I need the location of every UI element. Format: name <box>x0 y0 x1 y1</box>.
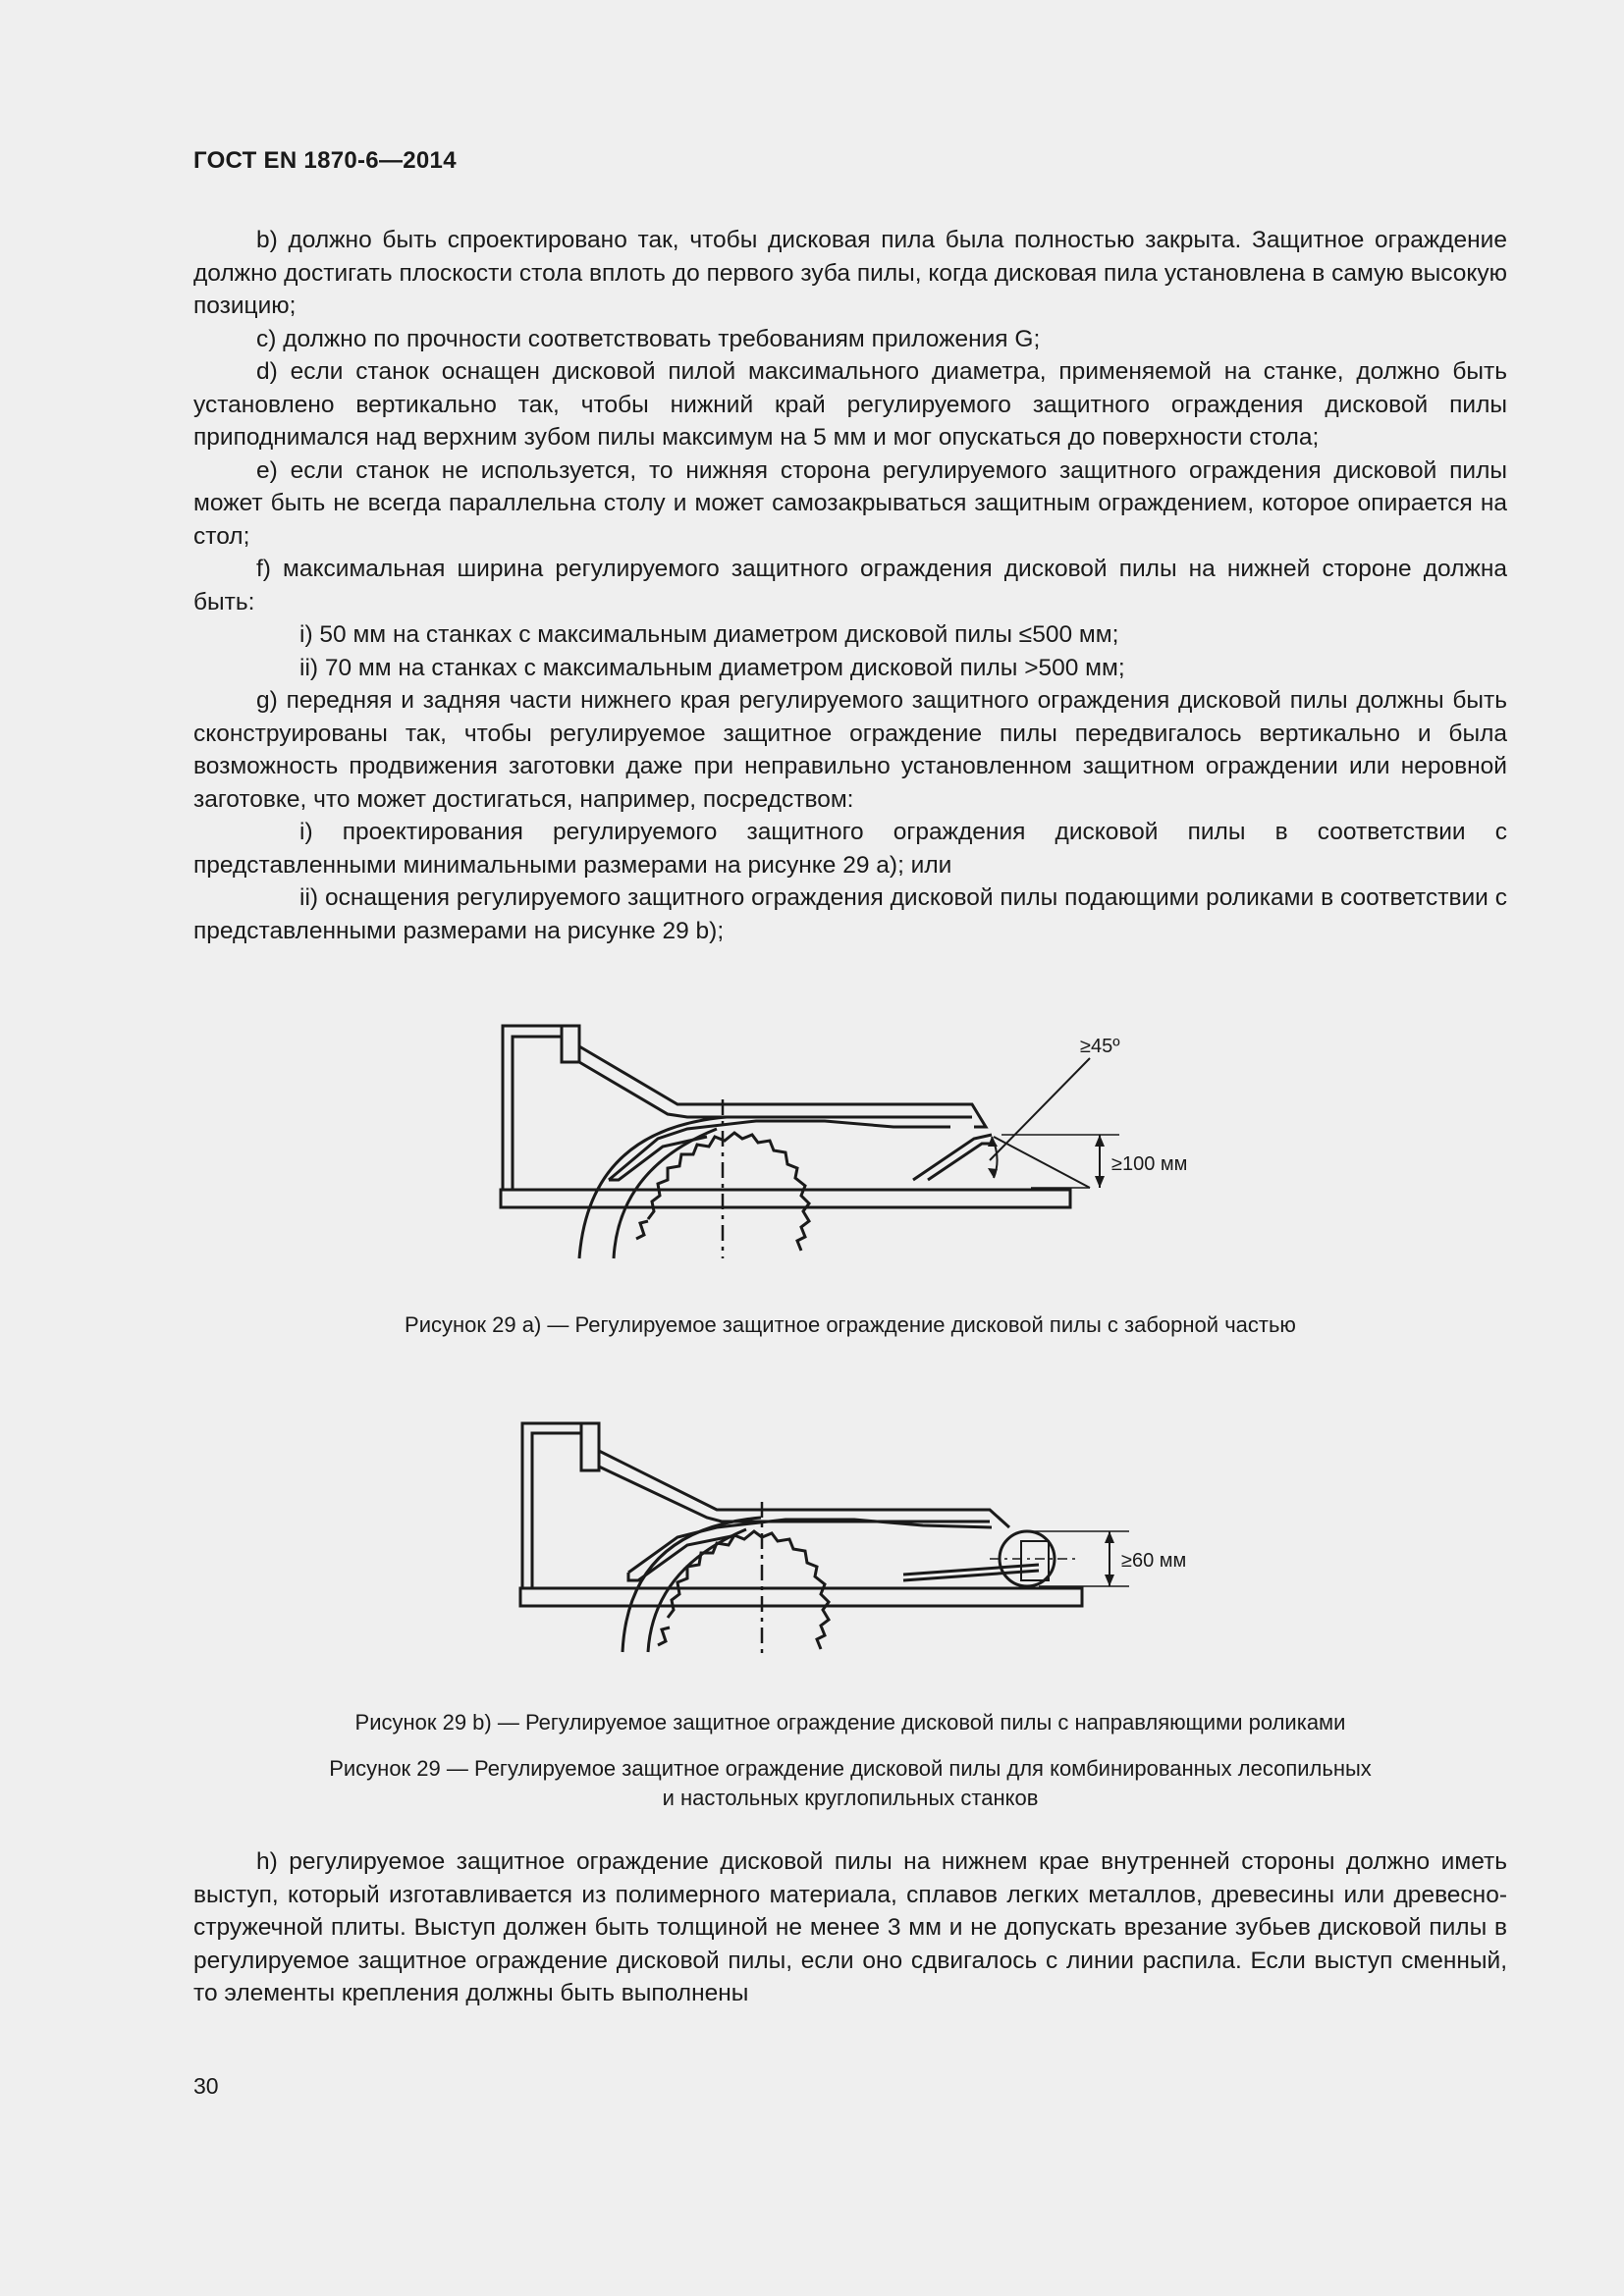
body-text-top <box>193 224 1507 947</box>
paragraph-f-ii: ii) 70 мм на станках с максимальным диаметром дисковой пилы >500 мм; <box>299 654 1125 681</box>
body-text-bottom <box>193 1845 1507 2010</box>
angle-leader <box>990 1058 1090 1160</box>
guard-mount <box>503 1026 579 1190</box>
paragraph-e: e) если станок не используется, то нижняя сторона регулируемого защитного ограждения дисковой пилы может быть не всегда параллельна столу и может самозакрываться защитным ограждением, которое опирается на стол; <box>193 456 1507 550</box>
guard-mount-b <box>522 1423 599 1588</box>
paragraph-d: d) если станок оснащен дисковой пилой максимального диаметра, применяемой на станке, должно быть установлено вертикально так, чтобы нижний край регулируемого защитного ограждения дисковой пилы приподнимался над верхним зубом пилы максимум на 5 мм и мог опускаться до поверхности стола; <box>193 358 1507 451</box>
paragraph-b: b) должно быть спроектировано так, чтобы дисковая пила была полностью закрыта. Защитное ограждение должно достигать плоскости стола вплоть до первого зуба пилы, когда дисковая пила установлена в самую высокую позицию; <box>193 227 1507 319</box>
paragraph-f-i: i) 50 мм на станках с максимальным диаметром дисковой пилы ≤500 мм; <box>299 621 1119 648</box>
figure-29a-caption: Рисунок 29 a) — Регулируемое защитное ограждение дисковой пилы с заборной частью <box>405 1312 1296 1337</box>
table-plate <box>501 1190 1070 1207</box>
paragraph-h: h) регулируемое защитное ограждение дисковой пилы на нижнем крае внутренней стороны должно иметь выступ, который изготавливается из полимерного материала, сплавов легких металлов, древесины или древесно-стружечной плиты. Выступ должен быть толщиной не менее 3 мм и не допускать врезание зубьев дисковой пилы в регулируемое защитное ограждение дисковой пилы, если оно сдвигалось с линии распила. Если выступ сменный, то элементы крепления должны быть выполнены <box>193 1848 1507 2006</box>
guard-body-b <box>599 1451 1009 1527</box>
table-plate-b <box>520 1588 1082 1606</box>
guard-rear-ramp <box>913 1135 992 1180</box>
height-label-a: ≥100 мм <box>1111 1153 1188 1175</box>
saw-teeth-b <box>668 1531 829 1649</box>
paragraph-g: g) передняя и задняя части нижнего края регулируемого защитного ограждения дисковой пилы должны быть сконструированы так, чтобы регулируемое защитное ограждение пилы передвигалось вертикально и была возможность продвижения заготовки даже при неправильно установленном защитном ограждении или неровной заготовке, что может достигаться, например, посредством: <box>193 687 1507 813</box>
figure-29a-drawing <box>481 1011 1247 1266</box>
paragraph-f: f) максимальная ширина регулируемого защитного ограждения дисковой пилы на нижней стороне должна быть: <box>193 556 1507 615</box>
figure-29-caption-line1: Рисунок 29 — Регулируемое защитное ограждение дисковой пилы для комбинированных лесопильных <box>329 1756 1372 1781</box>
angle-label: ≥45º <box>1080 1036 1120 1057</box>
height-label-b: ≥60 мм <box>1121 1550 1187 1572</box>
figure-29b-caption: Рисунок 29 b) — Регулируемое защитное ограждение дисковой пилы с направляющими роликами <box>354 1710 1346 1735</box>
figure-29b-drawing <box>501 1412 1267 1667</box>
saw-teeth <box>648 1133 809 1251</box>
document-header: ГОСТ EN 1870-6—2014 <box>193 147 457 174</box>
guard-body <box>579 1046 986 1127</box>
paragraph-g-ii: ii) оснащения регулируемого защитного ограждения дисковой пилы подающими роликами в соответствии с представленными размерами на рисунке 29 b); <box>193 884 1507 944</box>
paragraph-g-i: i) проектирования регулируемого защитного ограждения дисковой пилы в соответствии с представленными минимальными размерами на рисунке 29 a); или <box>193 819 1507 879</box>
page-number: 30 <box>193 2073 219 2099</box>
figure-29-caption-line2: и настольных круглопильных станков <box>662 1786 1039 1810</box>
paragraph-c: c) должно по прочности соответствовать требованиям приложения G; <box>256 325 1041 352</box>
